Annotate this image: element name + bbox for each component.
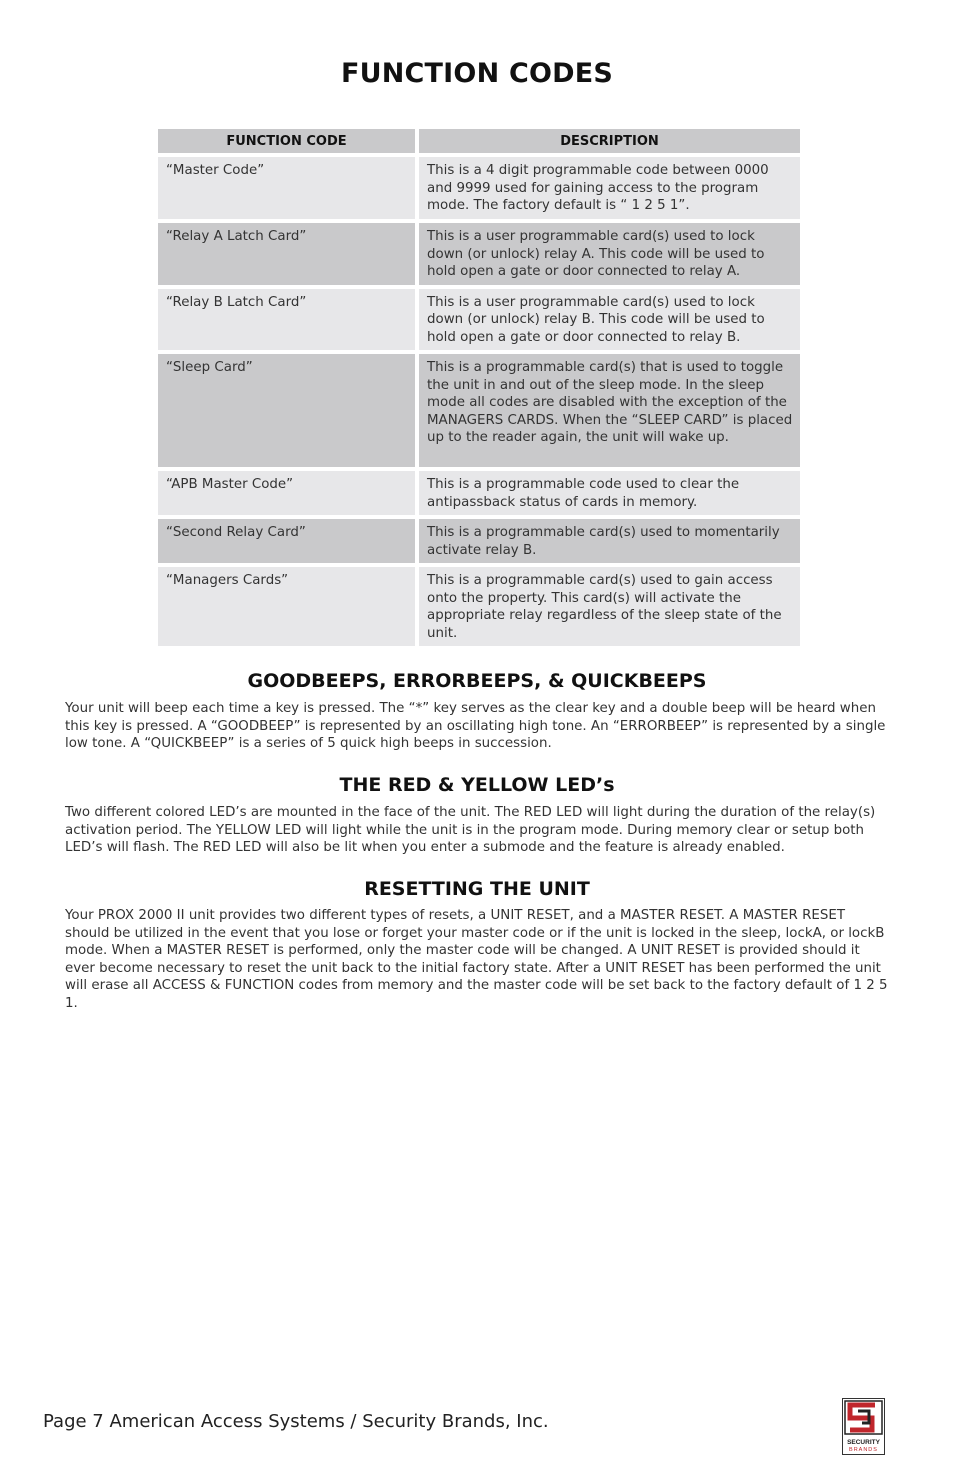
table-row xyxy=(158,567,800,646)
column-header-function-code: FUNCTION CODE xyxy=(158,129,415,153)
description-cell: This is a programmable card(s) that is used to toggle the unit in and out of the sleep mode. In the sleep mode all codes are disabled with the exception of the MANAGERS CARDS. When the “SLEEP CARD” is placed up to the reader again, the unit will wake up. xyxy=(419,354,800,467)
function-code-cell: “Managers Cards” xyxy=(158,567,415,646)
security-brands-logo-icon xyxy=(842,1398,885,1455)
function-codes-table xyxy=(154,125,804,650)
description-cell: This is a user programmable card(s) used to lock down (or unlock) relay A. This code will be used to hold open a gate or door connected to relay A. xyxy=(419,223,800,285)
function-code-cell: “Sleep Card” xyxy=(158,354,415,467)
description-cell: This is a user programmable card(s) used to lock down (or unlock) relay B. This code will be used to hold open a gate or door connected to relay B. xyxy=(419,289,800,351)
logo-line2: BRANDS xyxy=(849,1447,878,1453)
logo-line1: SECURITY xyxy=(847,1439,880,1446)
table-row xyxy=(158,289,800,351)
leds-paragraph: Two different colored LED’s are mounted in the face of the unit. The RED LED will light during the duration of the relay(s) activation period. The YELLOW LED will light while the unit is in the program mode. During memory clear or setup both LED’s will flash. The RED LED will also be lit when you enter a submode and the feature is already enabled. xyxy=(65,805,876,855)
table-header-row xyxy=(158,129,800,153)
reset-heading: RESETTING THE UNIT xyxy=(364,878,590,900)
function-code-cell: “Relay A Latch Card” xyxy=(158,223,415,285)
beeps-heading: GOODBEEPS, ERRORBEEPS, & QUICKBEEPS xyxy=(247,670,707,692)
function-code-cell: “Master Code” xyxy=(158,157,415,219)
table-row xyxy=(158,354,800,467)
table-row xyxy=(158,157,800,219)
description-cell: This is a programmable code used to clear the antipassback status of cards in memory. xyxy=(419,471,800,515)
reset-paragraph: Your PROX 2000 II unit provides two different types of resets, a UNIT RESET, and a MASTER RESET. A MASTER RESET should be utilized in the event that you lose or forget your master code or if the unit is locked in the sleep, lockA, or lockB mode. When a MASTER RESET is performed, only the master code will be changed. A UNIT RESET is provided should it ever become necessary to reset the unit back to the initial factory state. After a UNIT RESET has been performed the unit will erase all ACCESS & FUNCTION codes from memory and the master code will be set back to the factory default of 1 2 5 1. xyxy=(65,908,888,1011)
page-footer: Page 7 American Access Systems / Security Brands, Inc. xyxy=(43,1411,549,1432)
table-row xyxy=(158,223,800,285)
page-title: FUNCTION CODES xyxy=(340,58,614,89)
column-header-description: DESCRIPTION xyxy=(419,129,800,153)
leds-heading: THE RED & YELLOW LED’s xyxy=(339,774,615,796)
function-code-cell: “Relay B Latch Card” xyxy=(158,289,415,351)
description-cell: This is a 4 digit programmable code between 0000 and 9999 used for gaining access to the program mode. The factory default is “ 1 2 5 1”. xyxy=(419,157,800,219)
table-row xyxy=(158,519,800,563)
function-code-cell: “Second Relay Card” xyxy=(158,519,415,563)
beeps-paragraph: Your unit will beep each time a key is pressed. The “*” key serves as the clear key and a double beep will be heard when this key is pressed. A “GOODBEEP” is represented by an oscillating high tone. An “ERRORBEEP” is represented by a single low tone. A “QUICKBEEP” is a series of 5 quick high beeps in succession. xyxy=(65,701,886,751)
table-row xyxy=(158,471,800,515)
description-cell: This is a programmable card(s) used to momentarily activate relay B. xyxy=(419,519,800,563)
description-cell: This is a programmable card(s) used to gain access onto the property. This card(s) will activate the appropriate relay regardless of the sleep state of the unit. xyxy=(419,567,800,646)
function-code-cell: “APB Master Code” xyxy=(158,471,415,515)
